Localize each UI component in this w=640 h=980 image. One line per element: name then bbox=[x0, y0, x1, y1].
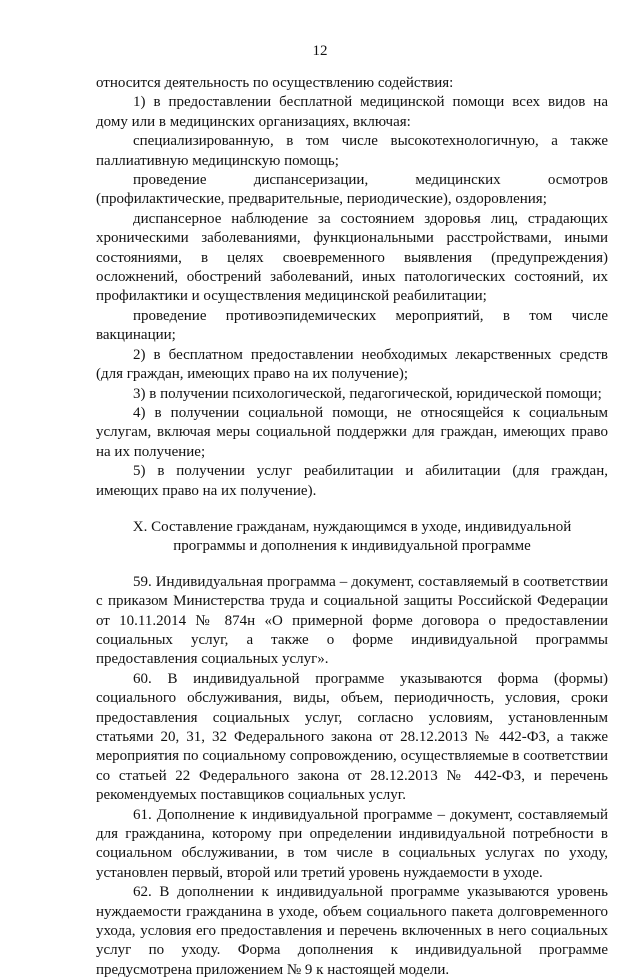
paragraph-group-bottom bbox=[96, 573, 608, 980]
paragraph: 62. В дополнении к индивидуальной программе указываются уровень нуждаемости гражданина в уходе, объем социального пакета долговременного ухода, условия его предоставления и перечень включенных в него социальных услуг по уходу. Форма дополнения к индивидуальной программе предусмотрена приложением № 9 к настоящей модели. bbox=[96, 884, 608, 978]
paragraph: 60. В индивидуальной программе указываются форма (формы) социального обслуживания, виды, объем, периодичность, условия, сроки предоставления социальных услуг, согласно условиям, установленным статьями 20, 31, 32 Федерального закона от 28.12.2013 № 442-ФЗ, а также мероприятия по социальному сопровождению, осуществляемые в соответствии со статьей 22 Федерального закона от 28.12.2013 № 442-ФЗ, и перечень рекомендуемых поставщиков социальных услуг. bbox=[96, 670, 608, 804]
paragraph: специализированную, в том числе высокотехнологичную, а также паллиативную медицинскую помощь; bbox=[96, 133, 608, 169]
paragraph: 2) в бесплатном предоставлении необходимых лекарственных средств (для граждан, имеющих право на их получение); bbox=[96, 346, 608, 383]
paragraph: 1) в предоставлении бесплатной медицинской помощи всех видов на дому или в медицинских организациях, включая: bbox=[96, 94, 608, 130]
section-heading-line-1: X. Составление гражданам, нуждающимся в уходе, индивидуальной bbox=[132, 518, 572, 535]
paragraph: относится деятельность по осуществлению содействия: bbox=[96, 75, 454, 91]
paragraph: 61. Дополнение к индивидуальной программе – документ, составляемый для гражданина, которому при определении индивидуальной потребности в социальном обслуживании, в том числе в социальных услугах по уходу, установлен первый, второй или третий уровень нуждаемости в уходе. bbox=[96, 806, 608, 881]
paragraph: 3) в получении психологической, педагогической, юридической помощи; bbox=[133, 385, 602, 402]
paragraph: 4) в получении социальной помощи, не относящейся к социальным услугам, включая меры социальной поддержки для граждан, имеющих право на их получение; bbox=[96, 404, 608, 460]
section-heading bbox=[96, 518, 608, 557]
section-heading-line-2: программы и дополнения к индивидуальной программе bbox=[173, 538, 531, 555]
paragraph: 5) в получении услуг реабилитации и абилитации (для граждан, имеющих право на их получение). bbox=[96, 463, 608, 499]
paragraph: 59. Индивидуальная программа – документ, составляемый в соответствии с приказом Министерства труда и социальной защиты Российской Федерации от 10.11.2014 № 874н «О примерной форме договора о предоставлении социальных услуг, а также о форме индивидуальной программы предоставления социальных услуг». bbox=[96, 573, 608, 668]
paragraph: диспансерное наблюдение за состоянием здоровья лиц, страдающих хроническими заболеваниями, функциональными расстройствами, иными состояниями, в целях своевременного выявления (предупреждения) осложнений, обострений заболеваний, иных патологических состояний, их профилактики и осуществления медицинской реабилитации; bbox=[96, 210, 608, 305]
paragraph: проведение диспансеризации, медицинских осмотров (профилактические, предварительные, периодические), оздоровления; bbox=[96, 172, 608, 208]
document-body bbox=[96, 74, 608, 980]
paragraph: проведение противоэпидемических мероприятий, в том числе вакцинации; bbox=[96, 307, 608, 344]
paragraph-group-top bbox=[96, 74, 608, 501]
page-number: 12 bbox=[312, 43, 328, 59]
